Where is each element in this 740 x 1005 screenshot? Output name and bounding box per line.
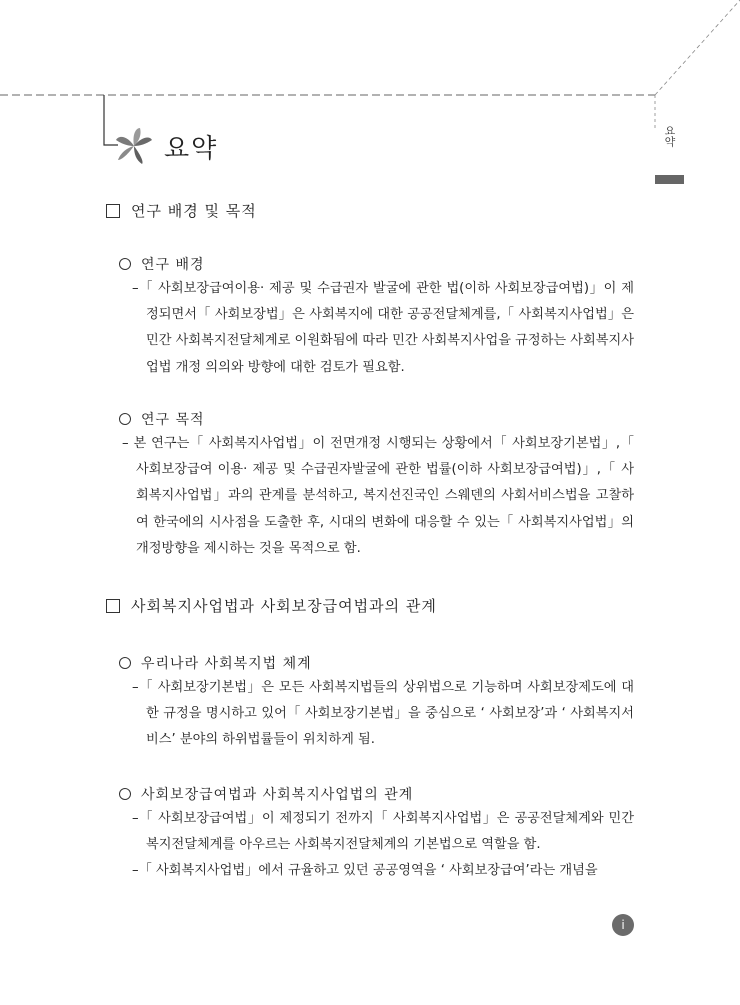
leaf-icon	[112, 126, 156, 166]
side-chapter-tab	[655, 125, 684, 184]
circle-bullet-icon	[119, 788, 131, 800]
circle-bullet-icon	[119, 413, 131, 425]
checkbox-square-icon	[106, 204, 120, 218]
subsection-heading: 연구 배경	[119, 254, 205, 274]
title-area	[112, 126, 218, 166]
page-number: i	[612, 914, 634, 936]
side-tab-bar	[655, 175, 684, 184]
checkbox-square-icon	[106, 599, 120, 613]
subsection-heading: 우리나라 사회복지법 체계	[119, 653, 312, 673]
paragraph: – 본 연구는「 사회복지사업법」이 전면개정 시행되는 상황에서「 사회보장기본법」,「 사회보장급여 이용· 제공 및 수급권자발굴에 관한 법률(이하 사회보장급여법)」,「 사회복지사업법」과의 관계를 분석하고, 복지선진국인 스웨덴의 사회서비스법을 고찰하여 한국에의 시사점을 도출한 후, 시대의 변화에 대응할 수 있는「 사회복지사업법」의 개정방향을 제시하는 것을 목적으로 함.	[122, 436, 634, 556]
paragraph: –「 사회보장급여이용· 제공 및 수급권자 발굴에 관한 법(이하 사회보장급여법)」이 제정되면서「 사회보장법」은 사회복지에 대한 공공전달체계를,「 사회복지사업법」은 민간 사회복지전달체계로 이원화됨에 따라 민간 사회복지사업을 규정하는 사회복지사업법 개정 의의와 방향에 대한 검토가 필요함.	[132, 281, 634, 375]
section-heading: 연구 배경 및 목적	[106, 200, 257, 221]
paragraph: –「 사회보장기본법」은 모든 사회복지법들의 상위법으로 기능하며 사회보장제도에 대한 규정을 명시하고 있어「 사회보장기본법」을 중심으로 ‘ 사회보장’과 ‘ 사회복지서비스’ 분야의 하위법률들이 위치하게 됨.	[132, 680, 634, 748]
subsection-heading: 사회보장급여법과 사회복지사업법의 관계	[119, 784, 413, 804]
subsection-heading: 연구 목적	[119, 409, 205, 429]
circle-bullet-icon	[119, 258, 131, 270]
circle-bullet-icon	[119, 657, 131, 669]
side-tab-label: 요약	[663, 125, 676, 147]
page-title: 요약	[164, 133, 219, 164]
section-heading: 사회복지사업법과 사회보장급여법과의 관계	[106, 595, 437, 616]
paragraph: –「 사회보장급여법」이 제정되기 전까지「 사회복지사업법」은 공공전달체계와 민간복지전달체계를 아우르는 사회복지전달체계의 기본법으로 역할을 함. –「 사회복지사업법」에서 규율하고 있던 공공영역을 ‘ 사회보장급여’라는 개념을	[132, 811, 634, 879]
